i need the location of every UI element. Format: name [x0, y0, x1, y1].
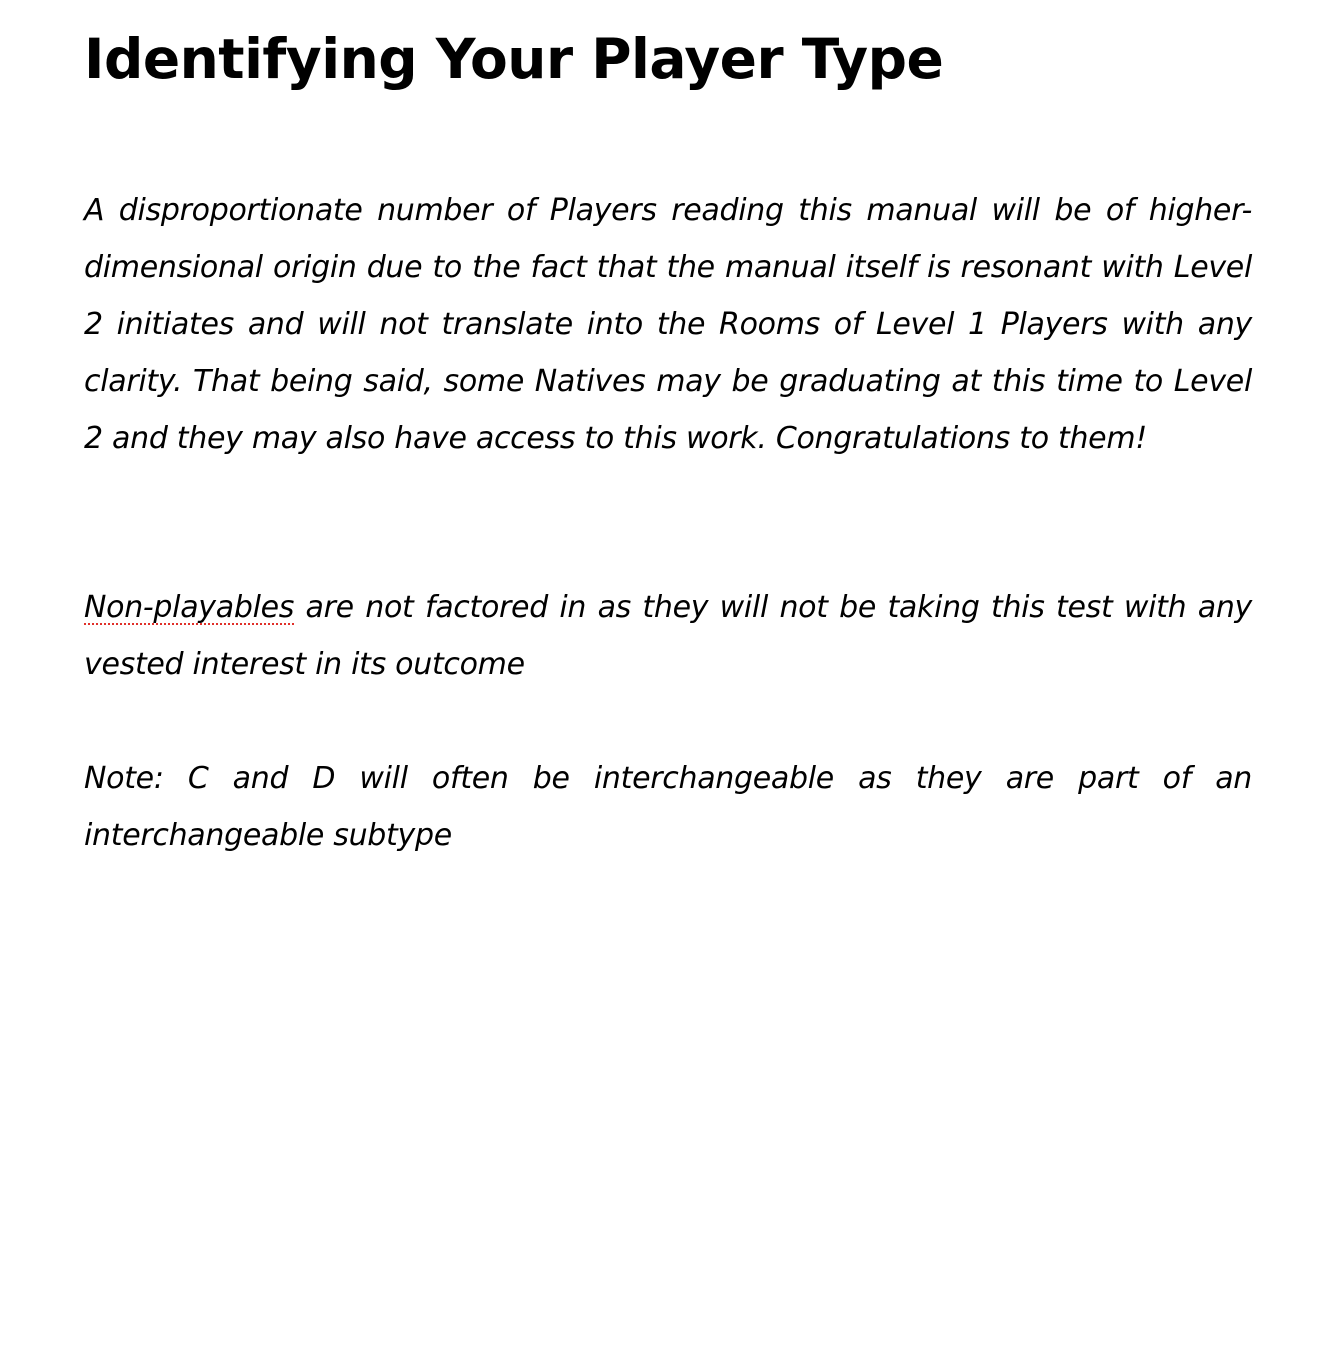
spellcheck-flagged-word[interactable]: Non-playables — [84, 590, 295, 625]
note-paragraph: Note: C and D will often be interchangeable as they are part of an interchangeable subtype — [84, 761, 1252, 853]
document-page — [84, 0, 1252, 853]
non-playables-paragraph — [84, 579, 1252, 693]
non-playables-text: are not factored in as they will not be taking this test with any vested interest in its outcome — [84, 590, 1252, 682]
page-title: Identifying Your Player Type — [84, 27, 944, 91]
intro-paragraph: A disproportionate number of Players reading this manual will be of higher-dimensional origin due to the fact that the manual itself is resonant with Level 2 initiates and will not translate into the Rooms of Level 1 Players with any clarity. That being said, some Natives may be graduating at this time to Level 2 and they may also have access to this work. Congratulations to them! — [84, 193, 1252, 456]
